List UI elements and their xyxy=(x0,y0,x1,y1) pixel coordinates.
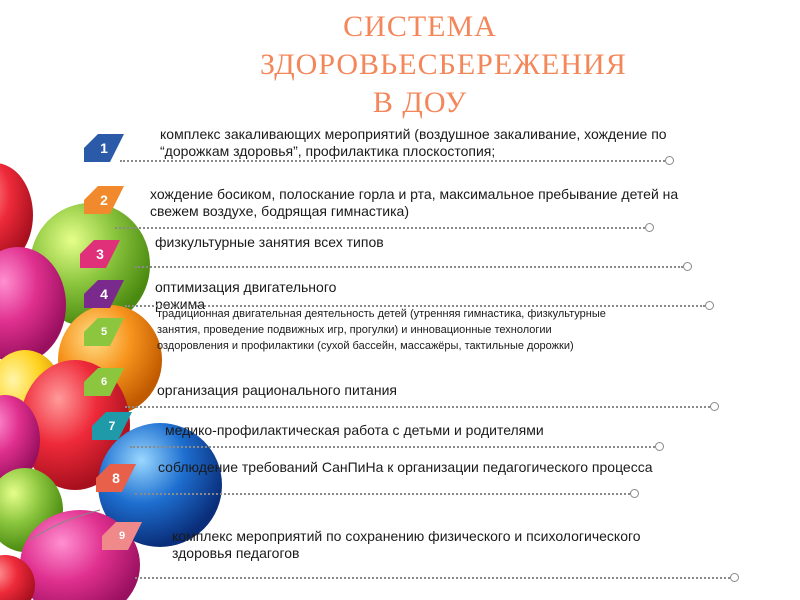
badge-4 xyxy=(84,280,124,308)
badge-number: 2 xyxy=(100,192,108,208)
dotted-line xyxy=(120,160,665,162)
badge-6 xyxy=(84,368,124,396)
badge-7 xyxy=(92,412,132,440)
dotted-line xyxy=(135,577,730,579)
list-item-1-text xyxy=(160,126,667,160)
line-end-circle xyxy=(655,442,664,451)
badge-number: 6 xyxy=(100,376,108,388)
list-item-text-line: оптимизация двигательного xyxy=(155,279,337,295)
title-line-2: ЗДОРОВЬЕСБЕРЕЖЕНИЯ xyxy=(260,48,627,81)
list-item-text-line: хождение босиком, полоскание горла и рта, максимальное пребывание детей на xyxy=(150,186,679,202)
badge-8 xyxy=(96,464,136,492)
list-item-text-line: свежем воздухе, бодрящая гимнастика) xyxy=(150,203,410,219)
list-item-2-text xyxy=(150,186,678,220)
list-item-text-line: медико-профилактическая работа с детьми и родителями xyxy=(165,422,544,438)
dotted-line xyxy=(130,446,655,448)
list-item-8-text xyxy=(158,459,653,476)
line-end-circle xyxy=(683,262,692,271)
badge-number: 9 xyxy=(118,530,126,542)
badge-number: 7 xyxy=(108,419,116,433)
list-item-text-line: организация рационального питания xyxy=(157,382,397,398)
dotted-line xyxy=(125,406,710,408)
page-title xyxy=(260,8,627,122)
line-end-circle xyxy=(665,156,674,165)
title-line-1: СИСТЕМА xyxy=(343,10,497,43)
list-item-6-text xyxy=(157,382,397,399)
list-item-text-line: занятия, проведение подвижных игр, прогулки) и инновационные технологии xyxy=(157,324,552,336)
badge-5 xyxy=(84,318,124,346)
list-item-7-text xyxy=(165,422,544,439)
dotted-line xyxy=(135,266,683,268)
badge-1 xyxy=(84,134,124,162)
line-end-circle xyxy=(710,402,719,411)
badge-3 xyxy=(80,240,120,268)
badge-number: 3 xyxy=(96,246,104,262)
list-item-3-text xyxy=(155,234,384,251)
list-item-text-line: соблюдение требований СанПиНа к организации педагогического процесса xyxy=(158,459,653,475)
badge-2 xyxy=(84,186,124,214)
badge-number: 1 xyxy=(100,140,108,156)
list-item-text-line: традиционная двигательная деятельность детей (утренняя гимнастика, физкультурные xyxy=(157,308,606,320)
list-item-text-line: физкультурные занятия всех типов xyxy=(155,234,384,250)
line-end-circle xyxy=(705,301,714,310)
list-item-5-text xyxy=(157,306,606,354)
badge-number: 8 xyxy=(112,470,120,486)
dotted-line xyxy=(135,493,630,495)
list-item-text-line: здоровья педагогов xyxy=(172,545,300,561)
line-end-circle xyxy=(730,573,739,582)
badge-number: 4 xyxy=(100,286,108,302)
list-item-text-line: режима xyxy=(155,296,206,312)
title-line-3: В ДОУ xyxy=(372,86,468,119)
line-end-circle xyxy=(630,489,639,498)
list-item-text-line: комплекс закаливающих мероприятий (воздушное закаливание, хождение по xyxy=(160,126,667,142)
badge-9 xyxy=(102,522,142,550)
list-item-text-line: комплекс мероприятий по сохранению физического и психологического xyxy=(172,528,641,544)
line-end-circle xyxy=(645,223,654,232)
list-item-9-text xyxy=(172,528,641,562)
badge-number: 5 xyxy=(100,326,108,338)
list-item-text-line: оздоровления и профилактики (сухой бассейн, массажёры, тактильные дорожки) xyxy=(157,340,574,352)
dotted-line xyxy=(115,227,645,229)
list-item-text-line: “дорожкам здоровья”, профилактика плоскостопия; xyxy=(160,143,496,159)
